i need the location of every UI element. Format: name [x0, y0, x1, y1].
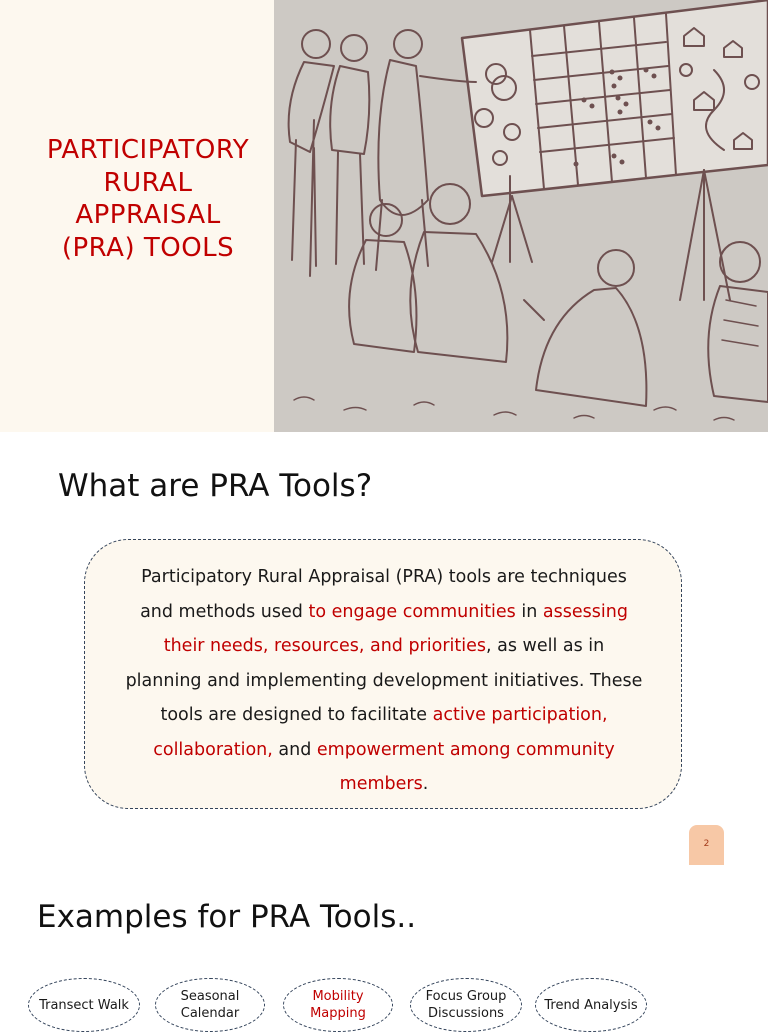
- tool-mobility-mapping: Mobility Mapping: [283, 978, 393, 1032]
- highlighted-phrase: to engage communities: [308, 601, 516, 622]
- definition-text: [124, 560, 644, 802]
- definition-text-run: Participatory Rural Appraisal (PRA) tools are techniques and methods used: [140, 567, 627, 622]
- title-line: PARTICIPATORY: [46, 135, 250, 165]
- highlighted-phrase: active participation, collaboration,: [153, 705, 608, 760]
- section-heading: Examples for PRA Tools..: [37, 899, 417, 935]
- definition-text-run: , as well as in planning and implementing development initiatives. These tools are designed to facilitate: [125, 636, 643, 725]
- examples-slide: [0, 865, 768, 1024]
- definition-text-run: in: [515, 601, 543, 622]
- tool-focus-group-discussions: Focus Group Discussions: [410, 978, 522, 1032]
- pra-illustration: [274, 0, 768, 432]
- tool-seasonal-calendar: Seasonal Calendar: [155, 978, 265, 1032]
- section-heading: What are PRA Tools?: [58, 468, 373, 504]
- title-line: RURAL: [103, 167, 193, 198]
- highlighted-phrase: assessing their needs, resources, and priorities: [163, 601, 628, 656]
- definition-slide: [0, 432, 768, 865]
- tool-trend-analysis: Trend Analysis: [535, 978, 647, 1032]
- definition-text-run: and: [272, 739, 317, 760]
- title-slide: [0, 0, 768, 432]
- title-panel: [0, 0, 274, 432]
- slide-title: [14, 134, 282, 264]
- sketch-image: [274, 0, 768, 432]
- definition-text-run: .: [422, 774, 429, 794]
- tool-transect-walk: Transect Walk: [28, 978, 140, 1032]
- title-line: (PRA) TOOLS: [61, 232, 235, 263]
- title-line: APPRAISAL: [75, 200, 221, 230]
- highlighted-phrase: empowerment among community members: [316, 739, 615, 794]
- page-number-tab: 2: [689, 825, 724, 865]
